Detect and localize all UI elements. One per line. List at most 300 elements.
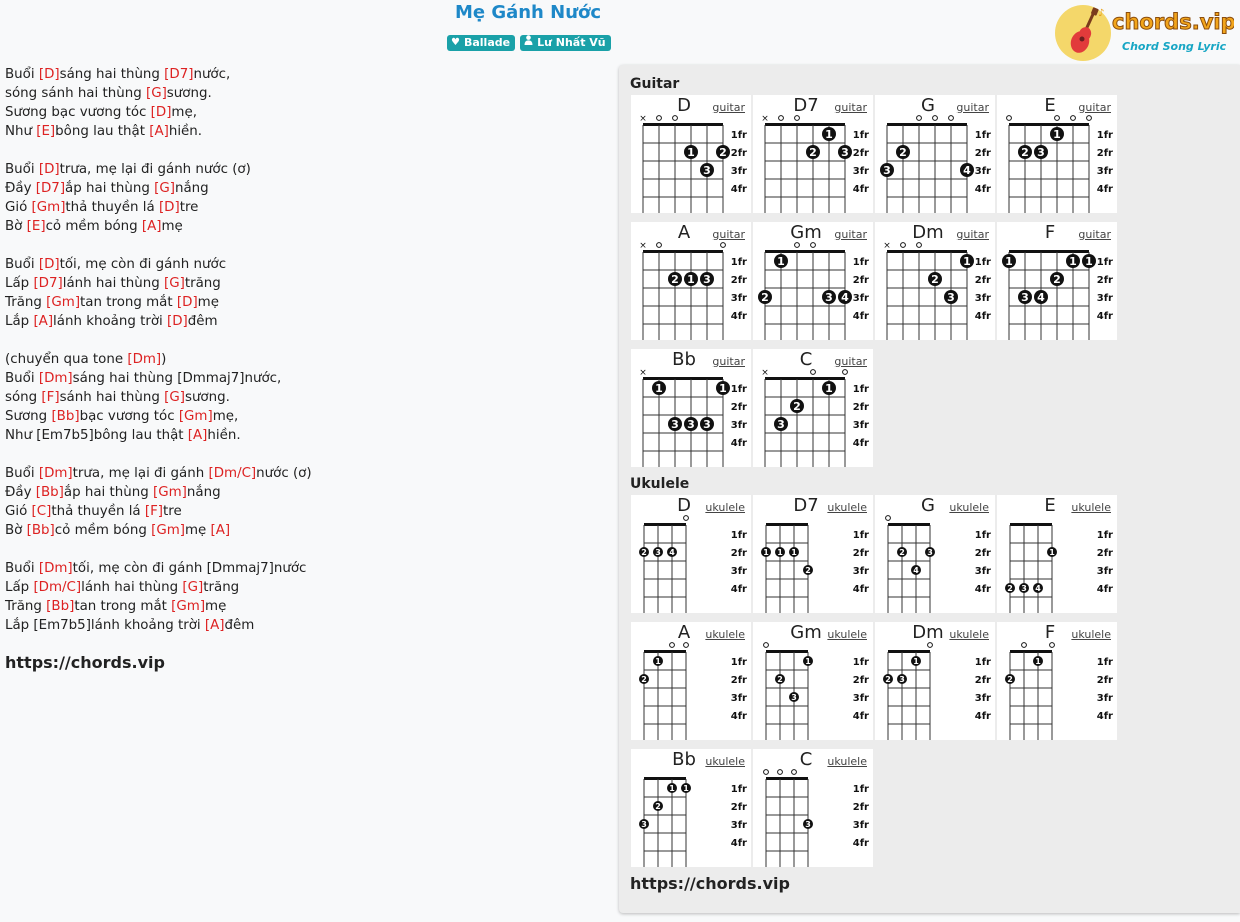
ukulele-chord-card[interactable] xyxy=(875,622,995,740)
fret-number-label: 4fr xyxy=(730,184,747,195)
finger-dot xyxy=(928,272,942,286)
chord-name: F xyxy=(1044,222,1056,243)
fret-number-label: 1fr xyxy=(730,657,747,668)
nut xyxy=(1010,523,1052,526)
chord-link[interactable]: [A] xyxy=(141,219,162,234)
logo-text: chords.vip xyxy=(1112,10,1234,34)
lyric-line xyxy=(5,255,605,274)
svg-text:2: 2 xyxy=(719,146,727,159)
open-string-marker xyxy=(673,116,678,121)
finger-dot xyxy=(639,674,649,684)
open-string-marker xyxy=(811,243,816,248)
fret-number-label: 1fr xyxy=(852,130,869,141)
chord-link[interactable]: [G] xyxy=(182,580,204,595)
lyric-text: Lấp xyxy=(5,276,34,291)
chord-link[interactable]: [E] xyxy=(26,219,46,234)
lyric-text: sương. xyxy=(166,86,212,101)
fret-number-label: 4fr xyxy=(730,311,747,322)
lyric-text: sương. xyxy=(184,390,230,405)
chord-link[interactable]: [D] xyxy=(150,105,172,120)
guitar-chord-card[interactable] xyxy=(631,222,751,340)
open-string-marker xyxy=(670,643,675,648)
svg-text:3: 3 xyxy=(1037,146,1045,159)
open-string-marker xyxy=(1087,116,1092,121)
open-string-marker xyxy=(684,516,689,521)
lyric-line xyxy=(5,293,605,312)
chord-link[interactable]: [Dm/C] xyxy=(33,580,82,595)
open-string-marker xyxy=(657,243,662,248)
finger-dot xyxy=(667,547,677,557)
svg-text:3: 3 xyxy=(671,418,679,431)
fret-number-label: 1fr xyxy=(852,257,869,268)
fret-number-label: 3fr xyxy=(730,566,747,577)
fret-number-label: 2fr xyxy=(852,402,869,413)
ukulele-chord-card[interactable] xyxy=(753,495,873,613)
fret-number-label: 1fr xyxy=(974,530,991,541)
panel-footer-url[interactable]: https://chords.vip xyxy=(630,874,790,893)
lyric-text: bông lau thật xyxy=(55,124,150,139)
finger-dot xyxy=(700,417,714,431)
finger-dot xyxy=(1050,272,1064,286)
fret-number-label: 1fr xyxy=(730,257,747,268)
open-string-marker xyxy=(901,243,906,248)
chord-link[interactable]: [Bb] xyxy=(35,485,64,500)
finger-dot xyxy=(652,381,666,395)
svg-text:2: 2 xyxy=(885,675,891,684)
lyric-text: sánh hai thùng xyxy=(59,390,165,405)
muted-string-marker: × xyxy=(639,241,647,251)
lyric-text: hiền. xyxy=(207,428,241,443)
lyric-text: Buổi xyxy=(5,67,39,82)
svg-text:1: 1 xyxy=(1085,255,1093,268)
chord-link[interactable]: [D] xyxy=(167,314,188,329)
svg-text:3: 3 xyxy=(655,548,661,557)
chord-link[interactable]: [Dm] xyxy=(127,352,162,367)
guitar-chord-link[interactable]: guitar xyxy=(1078,101,1111,114)
fret-number-label: 3fr xyxy=(1096,166,1113,177)
chord-link[interactable]: [D] xyxy=(38,67,60,82)
fret-number-label: 2fr xyxy=(730,148,747,159)
chord-link[interactable]: [Bb] xyxy=(51,409,80,424)
ukulele-chord-card[interactable] xyxy=(631,622,751,740)
open-string-marker xyxy=(1071,116,1076,121)
fret-number-label: 2fr xyxy=(1096,148,1113,159)
fret-number-label: 3fr xyxy=(1096,293,1113,304)
finger-dot xyxy=(803,656,813,666)
guitar-chord-link[interactable]: guitar xyxy=(956,101,989,114)
fret-number-label: 3fr xyxy=(974,166,991,177)
open-string-marker xyxy=(684,643,689,648)
nut xyxy=(643,250,723,253)
svg-text:2: 2 xyxy=(899,146,907,159)
fret-number-label: 4fr xyxy=(974,184,991,195)
ukulele-chord-link[interactable]: ukulele xyxy=(1071,628,1111,641)
svg-text:2: 2 xyxy=(655,802,661,811)
chord-link[interactable]: [Gm] xyxy=(153,485,187,500)
svg-text:1: 1 xyxy=(1005,255,1013,268)
chord-link[interactable]: [A] xyxy=(33,314,54,329)
guitar-chord-card[interactable] xyxy=(753,349,873,467)
nut xyxy=(887,123,967,126)
lyric-line xyxy=(5,312,605,331)
lyric-line xyxy=(5,597,605,616)
finger-dot xyxy=(653,547,663,557)
svg-text:1: 1 xyxy=(777,255,785,268)
chord-name: E xyxy=(1044,95,1056,116)
chord-link[interactable]: [A] xyxy=(187,428,208,443)
svg-text:1: 1 xyxy=(719,382,727,395)
guitar-chord-card[interactable] xyxy=(753,222,873,340)
nut xyxy=(766,777,808,780)
chord-link[interactable]: [Gm] xyxy=(178,409,213,424)
fret-number-label: 4fr xyxy=(974,311,991,322)
chord-link[interactable]: [A] xyxy=(149,124,169,139)
guitar-chord-link[interactable]: guitar xyxy=(712,355,745,368)
lyric-text: tre xyxy=(179,200,199,215)
fret-number-label: 2fr xyxy=(852,275,869,286)
finger-dot xyxy=(684,417,698,431)
lyric-text: ắp hai thùng xyxy=(65,181,155,196)
lyric-text: nắng xyxy=(174,181,209,196)
chord-link[interactable]: [Dm] xyxy=(38,561,73,576)
svg-text:1: 1 xyxy=(669,784,675,793)
artist-label: Lư Nhất Vũ xyxy=(537,36,606,49)
site-logo[interactable] xyxy=(1054,4,1234,62)
chord-link[interactable]: [Bb] xyxy=(46,599,75,614)
ukulele-chord-link[interactable]: ukulele xyxy=(705,501,745,514)
lyric-line xyxy=(5,122,605,141)
svg-text:3: 3 xyxy=(899,675,905,684)
ukulele-chord-link[interactable]: ukulele xyxy=(827,628,867,641)
svg-text:1: 1 xyxy=(1053,128,1061,141)
fret-number-label: 2fr xyxy=(974,148,991,159)
finger-dot xyxy=(803,565,813,575)
open-string-marker xyxy=(843,370,848,375)
open-string-marker xyxy=(917,243,922,248)
ukulele-chord-link[interactable]: ukulele xyxy=(1071,501,1111,514)
lyric-text: trưa, mẹ lại đi gánh xyxy=(72,466,209,481)
chord-link[interactable]: [D] xyxy=(176,295,198,310)
chord-link[interactable]: [A] xyxy=(204,618,225,633)
chord-link[interactable]: [D] xyxy=(38,162,60,177)
svg-text:1: 1 xyxy=(1069,255,1077,268)
lyric-text: trưa, mẹ lại đi gánh nước (ơ) xyxy=(59,162,251,177)
ukulele-chord-card[interactable] xyxy=(753,749,873,867)
svg-text:4: 4 xyxy=(913,566,919,575)
chord-link[interactable]: [F] xyxy=(41,390,60,405)
chord-link[interactable]: [Gm] xyxy=(171,599,206,614)
lyric-text: Gió xyxy=(5,504,32,519)
finger-dot xyxy=(668,417,682,431)
chord-link[interactable]: [A] xyxy=(210,523,231,538)
fret-number-label: 1fr xyxy=(852,657,869,668)
svg-text:3: 3 xyxy=(1021,291,1029,304)
lyric-line xyxy=(5,388,605,407)
chord-name: G xyxy=(921,95,935,116)
guitar-chord-card[interactable] xyxy=(631,349,751,467)
guitar-chord-card[interactable] xyxy=(753,95,873,213)
chord-link[interactable]: [C] xyxy=(31,504,52,519)
ukulele-chord-link[interactable]: ukulele xyxy=(827,755,867,768)
svg-text:1: 1 xyxy=(963,255,971,268)
lyric-text: Như [Em7b5]bông lau thật xyxy=(5,428,188,443)
open-string-marker xyxy=(928,643,933,648)
chord-name: D7 xyxy=(793,495,819,516)
svg-text:1: 1 xyxy=(913,657,919,666)
fret-number-label: 4fr xyxy=(1096,184,1113,195)
fret-number-label: 3fr xyxy=(730,293,747,304)
fret-number-label: 2fr xyxy=(1096,275,1113,286)
chord-name: Dm xyxy=(912,622,944,643)
lyric-text: tan trong mắt xyxy=(74,599,172,614)
nut xyxy=(644,523,686,526)
lyric-text: tre xyxy=(163,504,182,519)
finger-dot xyxy=(700,272,714,286)
guitar-chord-card[interactable] xyxy=(997,95,1117,213)
finger-dot xyxy=(758,290,772,304)
chord-link[interactable]: [D] xyxy=(38,257,60,272)
logo-tagline: Chord Song Lyric xyxy=(1122,40,1227,53)
chord-name: D7 xyxy=(793,95,819,116)
chord-link[interactable]: [G] xyxy=(145,86,167,101)
lyric-text: Sương bạc vương tóc xyxy=(5,105,151,120)
fret-number-label: 4fr xyxy=(852,584,869,595)
chord-link[interactable]: [F] xyxy=(144,504,164,519)
fret-number-label: 4fr xyxy=(852,838,869,849)
lyrics-footer-url[interactable]: https://chords.vip xyxy=(5,653,165,672)
fret-number-label: 3fr xyxy=(974,293,991,304)
lyric-text: Lắp [Em7b5]lánh khoảng trời xyxy=(5,618,205,633)
finger-dot xyxy=(775,674,785,684)
ukulele-chord-link[interactable]: ukulele xyxy=(949,501,989,514)
finger-dot xyxy=(960,163,974,177)
svg-text:2: 2 xyxy=(641,548,647,557)
chord-link[interactable]: [G] xyxy=(154,181,175,196)
lyric-text: hiền. xyxy=(168,124,203,139)
ukulele-chord-link[interactable]: ukulele xyxy=(949,628,989,641)
guitar-chord-link[interactable]: guitar xyxy=(1078,228,1111,241)
chord-link[interactable]: [D7] xyxy=(164,67,194,82)
chord-link[interactable]: [Dm] xyxy=(38,466,73,481)
finger-dot xyxy=(911,656,921,666)
ukulele-chord-card[interactable] xyxy=(631,749,751,867)
chord-name: Gm xyxy=(790,222,822,243)
svg-text:♪: ♪ xyxy=(1098,8,1105,19)
lyric-text: lánh khoảng trời xyxy=(53,314,168,329)
fret-number-label: 3fr xyxy=(852,820,869,831)
lyric-text: Lấp xyxy=(5,580,34,595)
guitar-chord-link[interactable]: guitar xyxy=(712,101,745,114)
finger-dot xyxy=(883,674,893,684)
finger-dot xyxy=(1034,290,1048,304)
fret-number-label: 4fr xyxy=(1096,584,1113,595)
finger-dot xyxy=(700,163,714,177)
open-string-marker xyxy=(917,116,922,121)
ukulele-chord-card[interactable] xyxy=(631,495,751,613)
fret-number-label: 3fr xyxy=(1096,566,1113,577)
chord-name: D xyxy=(677,95,691,116)
chord-link[interactable]: [Gm] xyxy=(31,200,66,215)
lyric-line xyxy=(5,103,605,122)
ukulele-section-title: Ukulele xyxy=(630,476,690,492)
chord-link[interactable]: [Gm] xyxy=(151,523,185,538)
fret-number-label: 3fr xyxy=(852,166,869,177)
lyric-text: ) xyxy=(161,352,167,367)
lyric-line xyxy=(5,65,605,84)
lyric-text: sóng xyxy=(5,390,42,405)
chord-link[interactable]: [G] xyxy=(164,276,185,291)
ukulele-chord-link[interactable]: ukulele xyxy=(705,628,745,641)
chord-link[interactable]: [Bb] xyxy=(26,523,55,538)
fret-number-label: 2fr xyxy=(852,675,869,686)
fret-number-label: 3fr xyxy=(730,420,747,431)
lyric-line xyxy=(5,616,605,635)
lyric-line xyxy=(5,160,605,179)
svg-text:2: 2 xyxy=(931,273,939,286)
finger-dot xyxy=(880,163,894,177)
lyric-text: Buổi xyxy=(5,561,39,576)
guitar-chord-link[interactable]: guitar xyxy=(956,228,989,241)
finger-dot xyxy=(668,272,682,286)
nut xyxy=(1010,650,1052,653)
chord-link[interactable]: [Dm/C] xyxy=(208,466,257,481)
fret-number-label: 2fr xyxy=(730,548,747,559)
chord-name: Gm xyxy=(790,622,822,643)
fret-number-label: 3fr xyxy=(974,693,991,704)
finger-dot xyxy=(838,290,852,304)
ukulele-chord-card[interactable] xyxy=(753,622,873,740)
ukulele-chord-link[interactable]: ukulele xyxy=(705,755,745,768)
fret-number-label: 4fr xyxy=(1096,311,1113,322)
lyric-text: Đầy xyxy=(5,485,36,500)
artist-badge[interactable] xyxy=(520,35,611,51)
svg-text:1: 1 xyxy=(1049,548,1055,557)
genre-badge[interactable] xyxy=(447,35,515,51)
svg-text:1: 1 xyxy=(655,657,661,666)
svg-text:3: 3 xyxy=(841,146,849,159)
open-string-marker xyxy=(811,370,816,375)
svg-text:2: 2 xyxy=(761,291,769,304)
svg-text:2: 2 xyxy=(899,548,905,557)
svg-text:1: 1 xyxy=(655,382,663,395)
chord-link[interactable]: [Dm] xyxy=(38,371,73,386)
finger-dot xyxy=(897,674,907,684)
svg-text:2: 2 xyxy=(1053,273,1061,286)
lyric-text: Lắp xyxy=(5,314,34,329)
chord-link[interactable]: [E] xyxy=(36,124,56,139)
ukulele-chord-card[interactable] xyxy=(875,495,995,613)
ukulele-chord-card[interactable] xyxy=(997,622,1117,740)
svg-text:3: 3 xyxy=(927,548,933,557)
guitar-chord-link[interactable]: guitar xyxy=(712,228,745,241)
chord-link[interactable]: [D] xyxy=(158,200,180,215)
lyric-blank-line xyxy=(5,236,605,255)
nut xyxy=(765,123,845,126)
chord-diagrams-panel xyxy=(619,65,1240,913)
lyric-text: lánh hai thùng xyxy=(81,580,183,595)
guitar-chord-link[interactable]: guitar xyxy=(834,101,867,114)
lyric-line xyxy=(5,84,605,103)
finger-dot xyxy=(803,819,813,829)
chord-name: G xyxy=(921,495,935,516)
nut xyxy=(1009,123,1089,126)
fret-number-label: 4fr xyxy=(852,184,869,195)
finger-dot xyxy=(684,145,698,159)
heartbeat-icon: ♥ xyxy=(451,37,460,48)
lyric-line xyxy=(5,483,605,502)
chord-link[interactable]: [G] xyxy=(164,390,185,405)
fret-number-label: 4fr xyxy=(974,711,991,722)
svg-text:2: 2 xyxy=(1007,584,1013,593)
finger-dot xyxy=(790,399,804,413)
open-string-marker xyxy=(1050,643,1055,648)
lyric-text: ắp hai thùng xyxy=(63,485,154,500)
chord-name: C xyxy=(799,349,813,370)
svg-text:2: 2 xyxy=(671,273,679,286)
fret-number-label: 1fr xyxy=(974,657,991,668)
lyric-text: Trăng xyxy=(5,599,47,614)
finger-dot xyxy=(1082,254,1096,268)
fret-number-label: 4fr xyxy=(730,711,747,722)
finger-dot xyxy=(716,381,730,395)
svg-text:3: 3 xyxy=(883,164,891,177)
nut xyxy=(887,250,967,253)
lyrics-body xyxy=(5,65,605,635)
ukulele-chord-link[interactable]: ukulele xyxy=(827,501,867,514)
fret-number-label: 1fr xyxy=(1096,530,1113,541)
chord-name: D xyxy=(677,495,691,516)
svg-text:2: 2 xyxy=(1021,146,1029,159)
chord-name: C xyxy=(799,749,813,770)
open-string-marker xyxy=(886,516,891,521)
open-string-marker xyxy=(795,243,800,248)
lyric-text: cỏ mềm bóng xyxy=(45,219,142,234)
svg-text:1: 1 xyxy=(777,548,783,557)
fret-number-label: 1fr xyxy=(1096,657,1113,668)
finger-dot xyxy=(653,656,663,666)
guitar-chord-card[interactable] xyxy=(997,222,1117,340)
open-string-marker xyxy=(1007,116,1012,121)
chord-link[interactable]: [D7] xyxy=(35,181,66,196)
finger-dot xyxy=(896,145,910,159)
lyric-line xyxy=(5,521,605,540)
guitar-chord-card[interactable] xyxy=(631,95,751,213)
guitar-chord-card[interactable] xyxy=(875,222,995,340)
lyric-blank-line xyxy=(5,540,605,559)
fret-number-label: 4fr xyxy=(730,838,747,849)
open-string-marker xyxy=(1055,116,1060,121)
finger-dot xyxy=(667,783,677,793)
finger-dot xyxy=(716,145,730,159)
muted-string-marker: × xyxy=(639,114,647,124)
guitar-chord-link[interactable]: guitar xyxy=(834,355,867,368)
svg-text:4: 4 xyxy=(669,548,675,557)
svg-text:2: 2 xyxy=(777,675,783,684)
guitar-chord-card[interactable] xyxy=(875,95,995,213)
fret-number-label: 2fr xyxy=(852,548,869,559)
ukulele-chord-card[interactable] xyxy=(997,495,1117,613)
chord-link[interactable]: [D7] xyxy=(33,276,63,291)
finger-dot xyxy=(925,547,935,557)
finger-dot xyxy=(774,417,788,431)
lyric-text: mẹ, xyxy=(212,409,239,424)
lyric-text: nước (ơ) xyxy=(256,466,312,481)
lyric-line xyxy=(5,578,605,597)
chord-link[interactable]: [Gm] xyxy=(46,295,81,310)
finger-dot xyxy=(774,254,788,268)
guitar-chord-link[interactable]: guitar xyxy=(834,228,867,241)
svg-text:1: 1 xyxy=(825,382,833,395)
